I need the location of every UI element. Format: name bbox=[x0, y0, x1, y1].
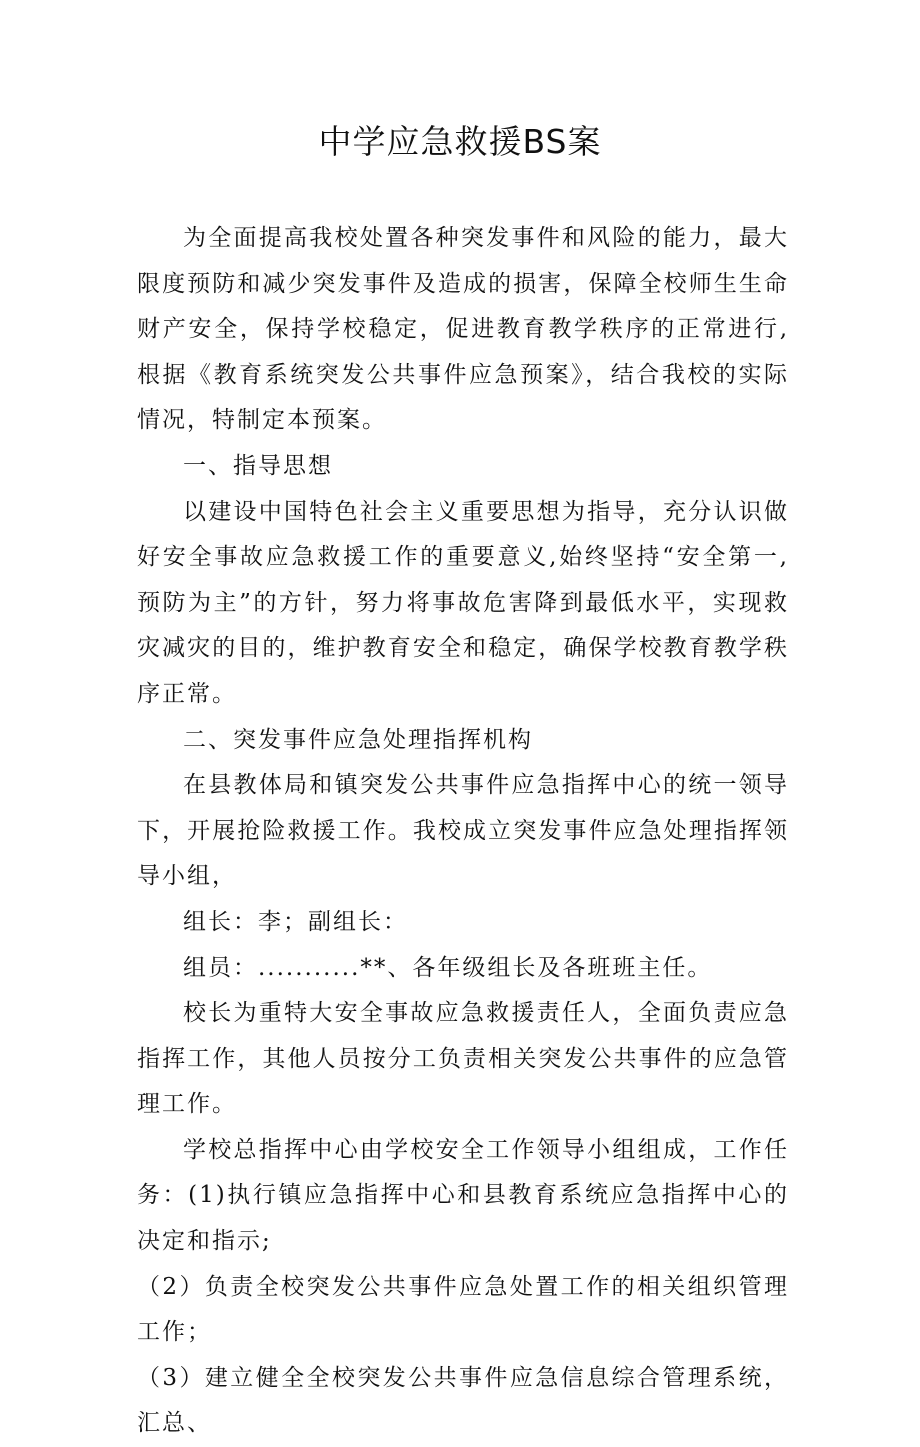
command-center-tasks-paragraph: 学校总指挥中心由学校安全工作领导小组组成，工作任务：(1)执行镇应急指挥中心和县教育系统应急指挥中心的决定和指示; bbox=[137, 1136, 789, 1255]
command-structure-paragraph: 在县教体局和镇突发公共事件应急指挥中心的统一领导下，开展抢险救援工作。我校成立突发事件应急处理指挥领导小组， bbox=[137, 772, 789, 890]
guiding-ideology-paragraph: 以建设中国特色社会主义重要思想为指导，充分认识做好安全事故应急救援工作的重要意义,始终坚持“安全第一,预防为主”的方针，努力将事故危害降到最低水平，实现救灾减灾的目的，维护教育安全和稳定，确保学校教育教学秩序正常。 bbox=[137, 498, 789, 707]
group-members-line: 组员：...........**、各年级组长及各班班主任。 bbox=[183, 954, 713, 981]
task-item-3: （3）建立健全全校突发公共事件应急信息综合管理系统，汇总、 bbox=[137, 1364, 789, 1437]
document-body bbox=[137, 216, 789, 1447]
principal-duty-paragraph: 校长为重特大安全事故应急救援责任人，全面负责应急指挥工作，其他人员按分工负责相关突发公共事件的应急管理工作。 bbox=[137, 1000, 789, 1118]
task-item-2: （2）负责全校突发公共事件应急处置工作的相关组织管理工作； bbox=[137, 1273, 789, 1346]
group-leader-line: 组长：李；副组长： bbox=[183, 908, 408, 935]
intro-paragraph: 为全面提高我校处置各种突发事件和风险的能力，最大限度预防和减少突发事件及造成的损害，保障全校师生生命财产安全，保持学校稳定，促进教育教学秩序的正常进行,根据《教育系统突发公共事件应急预案》，结合我校的实际情况，特制定本预案。 bbox=[137, 225, 789, 434]
section-heading-guiding-ideology: 一、指导思想 bbox=[183, 452, 333, 479]
section-heading-command-structure: 二、突发事件应急处理指挥机构 bbox=[183, 726, 533, 753]
document-title: 中学应急救援BS案 bbox=[318, 122, 602, 161]
